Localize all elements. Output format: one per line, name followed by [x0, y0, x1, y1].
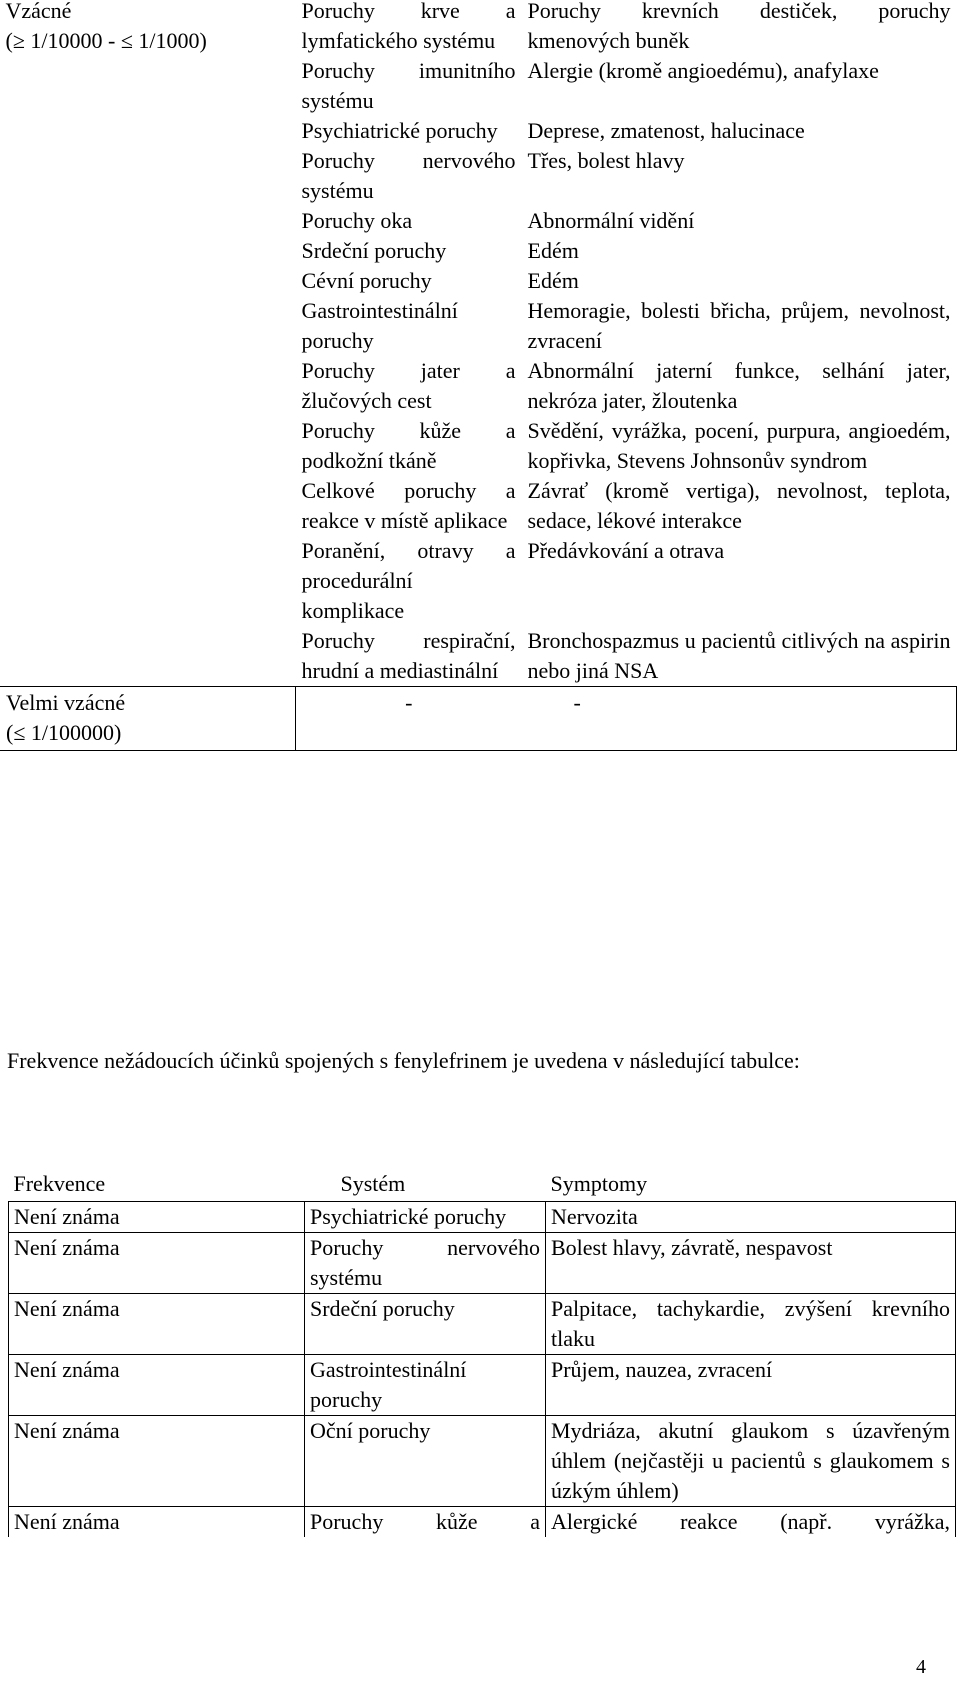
system-cell: Poruchy respirační, hrudní a mediastinální	[301, 628, 516, 683]
table-row	[0, 0, 957, 56]
symptoms-cell: Třes, bolest hlavy	[527, 148, 685, 173]
symptoms-cell: Svědění, vyrážka, pocení, purpura, angioedém, kopřivka, Stevens Johnsonův syndrom	[527, 418, 951, 473]
system-cell: Gastrointestinální poruchy	[301, 298, 458, 353]
system-cell: Oční poruchy	[305, 1416, 546, 1507]
system-cell: Poruchy oka	[301, 208, 413, 233]
frequency-range: (≤ 1/100000)	[6, 720, 122, 745]
symptoms-cell: Bolest hlavy, závratě, nespavost	[546, 1233, 956, 1294]
frequency-range: (≥ 1/10000 - ≤ 1/1000)	[5, 28, 207, 53]
system-cell: Poranění, otravy a procedurální komplikace	[301, 538, 516, 623]
table-header-row	[9, 1169, 956, 1202]
symptoms-cell: Bronchospazmus u pacientů citlivých na aspirin nebo jiná NSA	[527, 628, 951, 683]
system-cell: Poruchy krve a lymfatického systému	[301, 0, 516, 53]
system-cell: Srdeční poruchy	[305, 1294, 546, 1355]
symptoms-cell: Abnormální vidění	[527, 208, 695, 233]
adverse-effects-table-phenylephrine	[8, 1169, 956, 1537]
system-cell: Psychiatrické poruchy	[301, 118, 498, 143]
symptoms-cell: Závrať (kromě vertiga), nevolnost, teplota, sedace, lékové interakce	[527, 478, 951, 533]
symptoms-cell: Edém	[527, 238, 579, 263]
frequency-cell-very-rare	[0, 687, 296, 751]
system-cell: Poruchy kůže a	[305, 1507, 546, 1538]
frequency-cell-rare	[0, 0, 296, 687]
frequency-cell: Není známa	[9, 1233, 305, 1294]
system-cell: Poruchy nervového systému	[301, 148, 516, 203]
symptoms-cell: Předávkování a otrava	[527, 538, 725, 563]
frequency-label: Vzácné	[5, 0, 72, 23]
system-cell: Poruchy jater a žlučových cest	[301, 358, 516, 413]
system-cell: Poruchy nervového systému	[305, 1233, 546, 1294]
symptoms-cell: Průjem, nauzea, zvracení	[546, 1355, 956, 1416]
system-cell: Celkové poruchy a reakce v místě aplikace	[301, 478, 516, 533]
system-cell: Poruchy kůže a podkožní tkáně	[301, 418, 516, 473]
system-cell: Psychiatrické poruchy	[305, 1202, 546, 1233]
symptoms-cell: Hemoragie, bolesti břicha, průjem, nevolnost, zvracení	[527, 298, 951, 353]
system-cell: Srdeční poruchy	[301, 238, 447, 263]
symptoms-cell: Palpitace, tachykardie, zvýšení krevního tlaku	[546, 1294, 956, 1355]
frequency-label: Velmi vzácné	[6, 690, 126, 715]
symptoms-cell: -	[522, 687, 957, 751]
symptoms-cell: Alergické reakce (např. vyrážka,	[546, 1507, 956, 1538]
frequency-cell: Není známa	[9, 1294, 305, 1355]
adverse-effects-table-ibuprofen	[0, 0, 957, 751]
intro-paragraph: Frekvence nežádoucích účinků spojených s fenylefrinem je uvedena v následující tabulce:	[7, 1048, 800, 1073]
symptoms-cell: Edém	[527, 268, 579, 293]
table-row-very-rare	[0, 687, 957, 751]
symptoms-cell: Deprese, zmatenost, halucinace	[527, 118, 805, 143]
frequency-cell: Není známa	[9, 1202, 305, 1233]
table-row	[9, 1233, 956, 1294]
table-row	[9, 1294, 956, 1355]
table-row	[9, 1202, 956, 1233]
header-frequency: Frekvence	[13, 1171, 106, 1196]
system-cell: Cévní poruchy	[301, 268, 432, 293]
symptoms-cell: Abnormální jaterní funkce, selhání jater, nekróza jater, žloutenka	[527, 358, 951, 413]
system-cell: -	[296, 687, 522, 751]
frequency-cell: Není známa	[9, 1416, 305, 1507]
page-number: 4	[916, 1656, 926, 1678]
symptoms-cell: Mydriáza, akutní glaukom s úzavřeným úhlem (nejčastěji u pacientů s glaukomem s úzkým úhlem)	[546, 1416, 956, 1507]
system-cell: Poruchy imunitního systému	[301, 58, 516, 113]
header-system: Systém	[340, 1171, 406, 1196]
frequency-cell: Není známa	[9, 1355, 305, 1416]
header-symptoms: Symptomy	[550, 1171, 648, 1196]
symptoms-cell: Alergie (kromě angioedému), anafylaxe	[527, 58, 879, 83]
system-cell: Gastrointestinální poruchy	[305, 1355, 546, 1416]
frequency-cell: Není známa	[9, 1507, 305, 1538]
table-row	[9, 1507, 956, 1538]
table-row	[9, 1355, 956, 1416]
table-row	[9, 1416, 956, 1507]
symptoms-cell: Poruchy krevních destiček, poruchy kmenových buněk	[527, 0, 951, 53]
symptoms-cell: Nervozita	[546, 1202, 956, 1233]
